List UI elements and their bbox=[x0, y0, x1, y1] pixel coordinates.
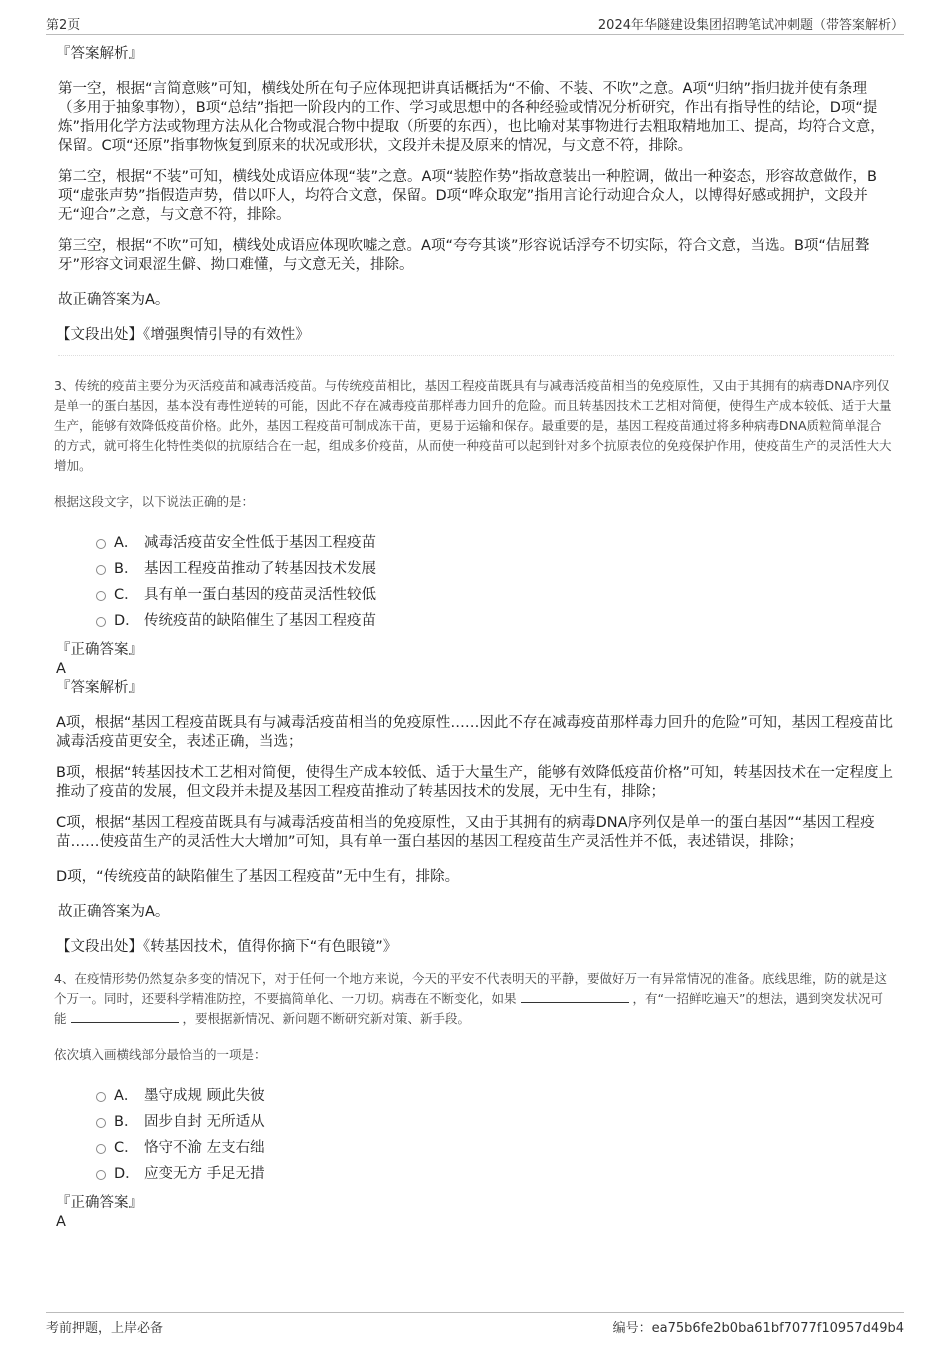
option-letter: B． bbox=[114, 1113, 139, 1130]
q2-analysis-paragraph: 第二空，根据“不装”可知，横线处成语应体现“装”之意。A项“装腔作势”指故意装出一种腔调，做出一种姿态，形容故意做作，B项“虚张声势”指假造声势，借以吓人，均符合文意，保留。D项“哗众取宠”指用言论行动迎合众人，以博得好感或拥护，文段并无“迎合”之意，与文意不符，排除。 bbox=[58, 169, 877, 223]
radio-icon[interactable] bbox=[96, 1118, 106, 1128]
q3-option-c[interactable] bbox=[96, 580, 894, 606]
option-text: 基因工程疫苗推动了转基因技术发展 bbox=[144, 560, 376, 577]
radio-icon[interactable] bbox=[96, 591, 106, 601]
option-text: 传统疫苗的缺陷催生了基因工程疫苗 bbox=[144, 612, 376, 629]
option-letter: A． bbox=[114, 1087, 139, 1104]
q4-options bbox=[96, 1081, 894, 1185]
q4-correct-label: 『正确答案』 bbox=[56, 1195, 143, 1211]
q3-analysis-paragraph: D项，“传统疫苗的缺陷催生了基因工程疫苗”无中生有，排除。 bbox=[56, 869, 460, 885]
page-header bbox=[46, 12, 904, 35]
q3-analysis-paragraph: B项，根据“转基因技术工艺相对简便，使得生产成本较低、适于大量生产，能够有效降低疫苗价格”可知，转基因技术在一定程度上推动了疫苗的发展，但文段并未提及基因工程疫苗推动了转基因技术的发展，无中生有，排除； bbox=[56, 765, 893, 800]
q3-conclusion: 故正确答案为A。 bbox=[58, 904, 170, 920]
q4-option-c[interactable] bbox=[96, 1133, 894, 1159]
q3-source: 【文段出处】《转基因技术，值得你摘下“有色眼镜”》 bbox=[56, 939, 398, 955]
fill-blank-1 bbox=[521, 990, 629, 1003]
q3-option-b[interactable] bbox=[96, 554, 894, 580]
q3-correct-answer: A bbox=[56, 661, 66, 677]
option-letter: C． bbox=[114, 586, 139, 603]
radio-icon[interactable] bbox=[96, 1092, 106, 1102]
option-text: 墨守成规 顾此失彼 bbox=[144, 1087, 265, 1104]
q2-analysis-paragraph: 第三空，根据“不吹”可知，横线处成语应体现吹嘘之意。A项“夸夸其谈”形容说话浮夸不切实际，符合文意，当选。B项“佶屈聱牙”形容文词艰涩生僻、拗口难懂，与文意无关，排除。 bbox=[58, 238, 870, 273]
radio-icon[interactable] bbox=[96, 1144, 106, 1154]
q4-correct-answer: A bbox=[56, 1214, 66, 1230]
q4-option-a[interactable] bbox=[96, 1081, 894, 1107]
q3-option-a[interactable] bbox=[96, 528, 894, 554]
option-letter: A． bbox=[114, 534, 139, 551]
radio-icon[interactable] bbox=[96, 565, 106, 575]
option-text: 减毒活疫苗安全性低于基因工程疫苗 bbox=[144, 534, 376, 551]
q3-option-d[interactable] bbox=[96, 606, 894, 632]
page-number: 第2页 bbox=[46, 18, 81, 33]
q3-prompt: 根据这段文字，以下说法正确的是： bbox=[54, 494, 255, 509]
q3-analysis-paragraph: C项，根据“基因工程疫苗既具有与减毒活疫苗相当的免疫原性，又由于其拥有的病毒DNA序列仅是单一的蛋白基因”“基因工程疫苗……使疫苗生产的灵活性大大增加”可知，具有单一蛋白基因的基因工程疫苗生产灵活性并不低，表述错误，排除； bbox=[56, 815, 875, 850]
q4-option-d[interactable] bbox=[96, 1159, 894, 1185]
fill-blank-2 bbox=[71, 1010, 179, 1023]
q4-stem-part2: ，有“一招鲜吃遍天”的想法，遇到突发状况可能 bbox=[54, 991, 883, 1026]
q4-stem bbox=[54, 969, 894, 1029]
q4-prompt: 依次填入画横线部分最恰当的一项是： bbox=[54, 1047, 267, 1062]
page-footer bbox=[46, 1312, 904, 1337]
option-letter: C． bbox=[114, 1139, 139, 1156]
option-letter: D． bbox=[114, 612, 140, 629]
page-content bbox=[54, 44, 894, 1231]
q2-analysis-paragraph: 第一空，根据“言简意赅”可知，横线处所在句子应体现把讲真话概括为“不偷、不装、不吹”之意。A项“归纳”指归拢并使有条理（多用于抽象事物），B项“总结”指把一阶段内的工作、学习或思想中的各种经验或情况分析研究，作出有指导性的结论，D项“提炼”指用化学方法或物理方法从化合物或混合物中提取（所要的东西），也比喻对某事物进行去粗取精地加工、提高，均符合文意，保留。C项“还原”指事物恢复到原来的状况或形状，文段并未提及原来的情况，与文意不符，排除。 bbox=[58, 81, 885, 154]
option-text: 具有单一蛋白基因的疫苗灵活性较低 bbox=[144, 586, 376, 603]
radio-icon[interactable] bbox=[96, 1170, 106, 1180]
q3-analysis-paragraph: A项，根据“基因工程疫苗既具有与减毒活疫苗相当的免疫原性……因此不存在减毒疫苗那样毒力回升的危险”可知，基因工程疫苗比减毒活疫苗更安全，表述正确，当选； bbox=[56, 715, 893, 750]
document-title: 2024年华隧建设集团招聘笔试冲刺题（带答案解析） bbox=[597, 18, 904, 33]
radio-icon[interactable] bbox=[96, 617, 106, 627]
q2-conclusion: 故正确答案为A。 bbox=[58, 292, 170, 308]
q3-correct-label: 『正确答案』 bbox=[56, 642, 143, 658]
option-text: 应变无方 手足无措 bbox=[144, 1165, 265, 1182]
q2-analysis-label: 『答案解析』 bbox=[56, 46, 143, 62]
section-divider bbox=[58, 355, 894, 356]
q4-stem-part3: ，要根据新情况、新问题不断研究新对策、新手段。 bbox=[182, 1011, 471, 1026]
q3-analysis-label: 『答案解析』 bbox=[56, 680, 143, 696]
q3-options bbox=[96, 528, 894, 632]
option-text: 固步自封 无所适从 bbox=[144, 1113, 265, 1130]
q2-source: 【文段出处】《增强舆情引导的有效性》 bbox=[56, 327, 310, 343]
footer-slogan: 考前押题，上岸必备 bbox=[46, 1321, 164, 1336]
radio-icon[interactable] bbox=[96, 539, 106, 549]
option-letter: B． bbox=[114, 560, 139, 577]
q4-stem-part1: 4、在疫情形势仍然复杂多变的情况下，对于任何一个地方来说，今天的平安不代表明天的平静，要做好万一有异常情况的准备。底线思维，防的就是这个万一。同时，还要科学精准防控，不要搞简单化、一刀切。病毒在不断变化，如果 bbox=[54, 971, 887, 1006]
option-text: 恪守不渝 左支右绌 bbox=[144, 1139, 265, 1156]
q4-option-b[interactable] bbox=[96, 1107, 894, 1133]
option-letter: D． bbox=[114, 1165, 140, 1182]
q3-stem: 3、传统的疫苗主要分为灭活疫苗和减毒活疫苗。与传统疫苗相比，基因工程疫苗既具有与减毒活疫苗相当的免疫原性，又由于其拥有的病毒DNA序列仅是单一的蛋白基因，基本没有毒性逆转的可能，因此不存在减毒疫苗那样毒力回升的危险。而且转基因技术工艺相对简便，使得生产成本较低、适于大量生产，能够有效降低疫苗价格。此外，基因工程疫苗可制成冻干苗，更易于运输和保存。最重要的是，基因工程疫苗通过将多种病毒DNA质粒简单混合的方式，就可将生化特性类似的抗原结合在一起，组成多价疫苗，从而使一种疫苗可以起到针对多个抗原表位的免疫保护作用，使疫苗生产的灵活性大大增加。 bbox=[54, 378, 892, 473]
document-id: 编号：ea75b6fe2b0ba61bf7077f10957d49b4 bbox=[612, 1321, 904, 1336]
